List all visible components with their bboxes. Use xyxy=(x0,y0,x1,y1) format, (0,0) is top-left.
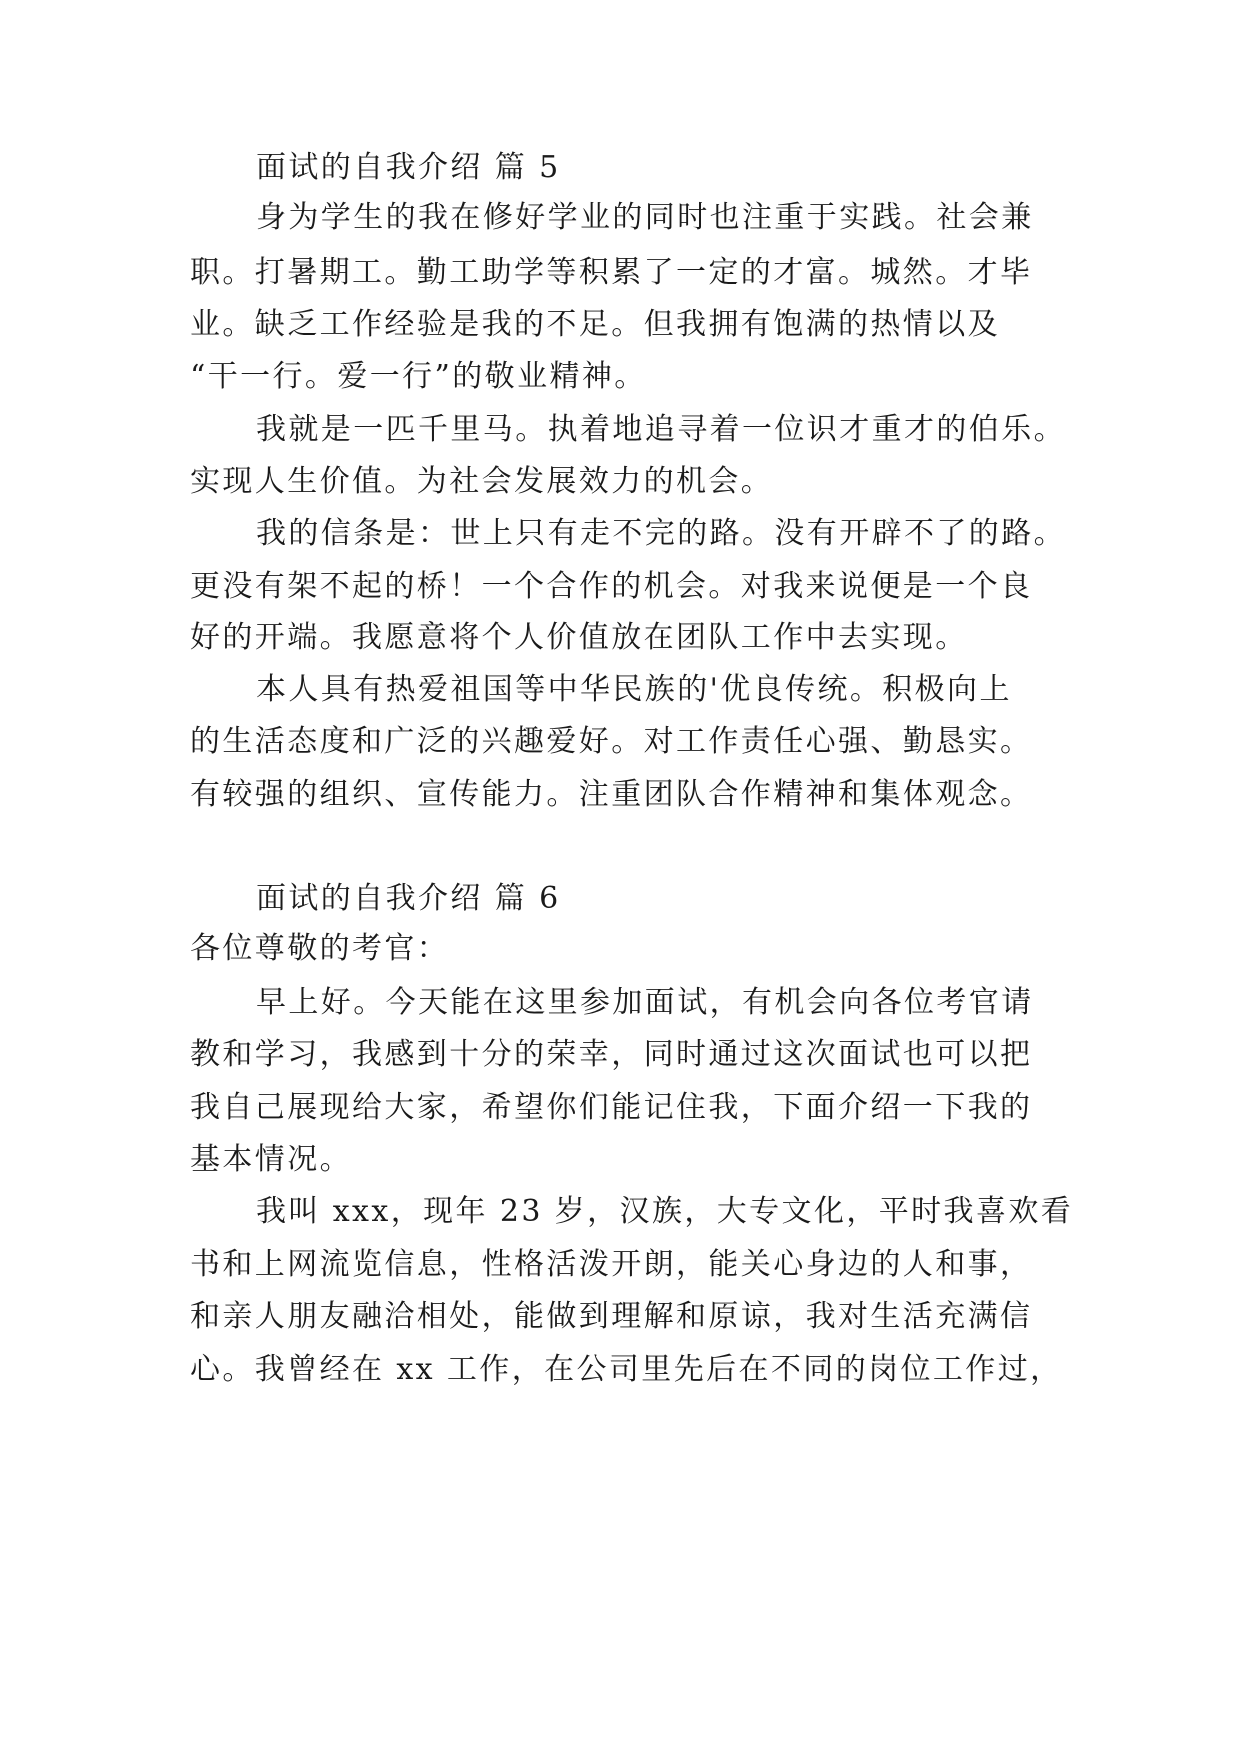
section-6-heading: 面试的自我介绍 篇 6 xyxy=(256,881,561,916)
text-line: 职。打暑期工。勤工助学等积累了一定的才富。城然。才毕 xyxy=(190,255,1033,290)
text-line: 心。我曾经在 xx 工作，在公司里先后在不同的岗位工作过， xyxy=(190,1352,1063,1387)
text-line: 书和上网流览信息，性格活泼开朗，能关心身边的人和事， xyxy=(190,1247,1033,1282)
text-line: 的生活态度和广泛的兴趣爱好。对工作责任心强、勤恳实。 xyxy=(190,724,1033,759)
section-6-greeting: 各位尊敬的考官： xyxy=(190,931,450,966)
text-line: 我叫 xxx，现年 23 岁，汉族，大专文化，平时我喜欢看 xyxy=(256,1194,1074,1229)
text-line: 身为学生的我在修好学业的同时也注重于实践。社会兼 xyxy=(256,200,1034,235)
text-line: 早上好。今天能在这里参加面试，有机会向各位考官请 xyxy=(256,985,1034,1020)
text-line: 基本情况。 xyxy=(190,1142,352,1177)
document-page xyxy=(190,0,1074,1754)
text-line: 我的信条是：世上只有走不完的路。没有开辟不了的路。 xyxy=(256,516,1066,551)
text-line: 更没有架不起的桥！一个合作的机会。对我来说便是一个良 xyxy=(190,569,1033,604)
text-line: 有较强的组织、宣传能力。注重团队合作精神和集体观念。 xyxy=(190,777,1033,812)
text-line: 和亲人朋友融洽相处，能做到理解和原谅，我对生活充满信 xyxy=(190,1299,1033,1334)
text-line: 好的开端。我愿意将个人价值放在团队工作中去实现。 xyxy=(190,620,968,655)
section-5-heading: 面试的自我介绍 篇 5 xyxy=(256,150,561,185)
text-line: 业。缺乏工作经验是我的不足。但我拥有饱满的热情以及 xyxy=(190,307,1000,342)
text-line: 实现人生价值。为社会发展效力的机会。 xyxy=(190,464,774,499)
text-line: 我就是一匹千里马。执着地追寻着一位识才重才的伯乐。 xyxy=(256,412,1066,447)
text-line: 教和学习，我感到十分的荣幸，同时通过这次面试也可以把 xyxy=(190,1037,1033,1072)
text-line: 本人具有热爱祖国等中华民族的'优良传统。积极向上 xyxy=(256,672,1012,707)
text-line: “干一行。爱一行”的敬业精神。 xyxy=(190,359,647,394)
text-line: 我自己展现给大家，希望你们能记住我，下面介绍一下我的 xyxy=(190,1090,1033,1125)
